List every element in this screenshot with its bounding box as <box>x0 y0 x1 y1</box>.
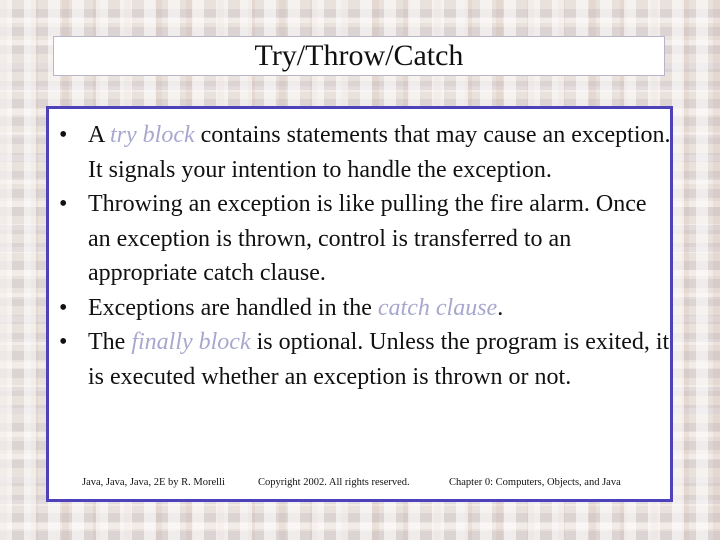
bullet-term: try block <box>110 122 195 148</box>
bullet-text: Exceptions are handled in the <box>88 294 378 321</box>
bullet-item <box>59 325 674 394</box>
bullet-text: The <box>88 329 132 355</box>
footer-chapter: Chapter 0: Computers, Objects, and Java <box>449 477 621 488</box>
bullet-list <box>59 118 674 394</box>
bullet-text: contains statements that may cause an exception. It signals your intention to handle the exception. <box>88 122 671 183</box>
bullet-text: A <box>88 122 111 148</box>
bullet-term: catch clause <box>377 294 498 321</box>
bullet-item <box>59 187 674 291</box>
bullet-dot-icon: • <box>59 122 68 148</box>
bullet-term: finally block <box>131 329 251 355</box>
bullet-item <box>59 291 674 326</box>
bullet-text: Throwing an exception is like pulling the fire alarm. Once an exception is thrown, control is transferred to an appropriate catch clause. <box>88 191 647 286</box>
slide-footer <box>49 477 670 493</box>
bullet-dot-icon: • <box>59 329 68 355</box>
footer-author: Java, Java, Java, 2E by R. Morelli <box>82 477 225 488</box>
bullet-text: is optional. Unless the program is exited, it is executed whether an exception is thrown or not. <box>88 329 670 390</box>
bullet-item <box>59 118 674 187</box>
slide-title: Try/Throw/Catch <box>254 39 464 72</box>
footer-copyright: Copyright 2002. All rights reserved. <box>258 477 410 488</box>
bullet-dot-icon: • <box>59 191 68 217</box>
bullet-dot-icon: • <box>59 294 68 321</box>
bullet-text: . <box>497 294 504 321</box>
slide-title-box <box>53 36 665 76</box>
slide-body <box>46 106 673 502</box>
